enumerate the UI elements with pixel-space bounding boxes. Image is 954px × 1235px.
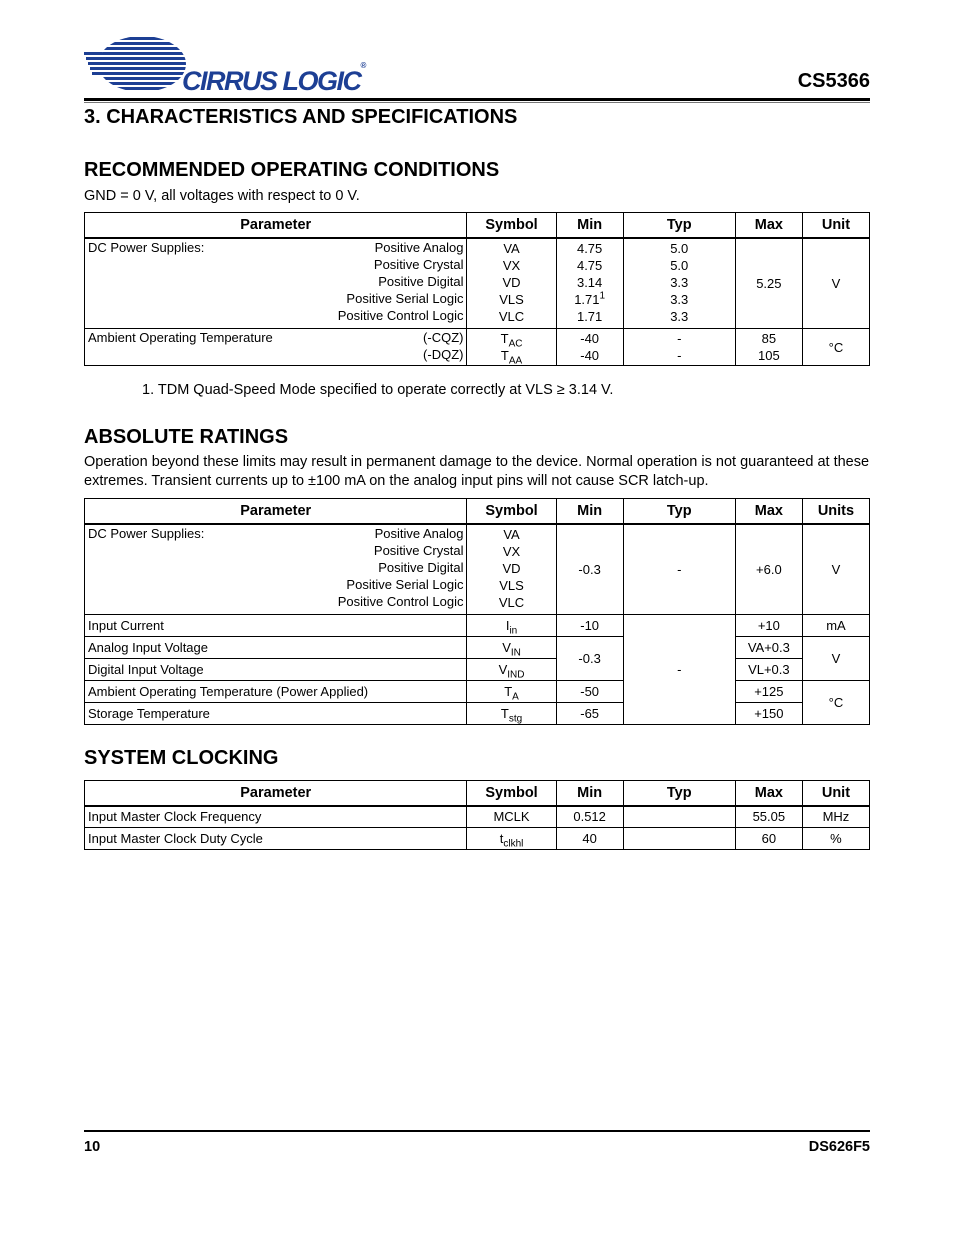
typ-value: 3.3: [670, 292, 689, 307]
symbol: VX: [502, 544, 521, 559]
symbol: VLC: [498, 595, 525, 610]
supply-name: Positive Serial Logic: [346, 291, 464, 306]
amb-temp-max: +125: [735, 681, 802, 703]
duty-cycle-typ: [623, 827, 735, 849]
col-unit: Unit: [802, 781, 869, 807]
abs-storage-row: [85, 703, 870, 725]
footnote-ref: 1: [599, 290, 606, 302]
symbol: VD: [502, 275, 521, 290]
symbol: VLC: [498, 309, 525, 324]
roc-supplies-param: [85, 238, 467, 329]
storage-temp-min: -65: [556, 703, 623, 725]
duty-cycle-unit: %: [802, 827, 869, 849]
symbol: VLS: [499, 292, 524, 307]
abs-supplies-max: +6.0: [735, 524, 802, 615]
duty-cycle-max: 60: [735, 827, 802, 849]
col-max: Max: [735, 499, 802, 525]
temp-label: Ambient Operating Temperature: [88, 330, 273, 345]
abs-title: ABSOLUTE RATINGS: [84, 426, 289, 448]
symbol: VA: [503, 527, 520, 542]
max-value: 85: [761, 331, 777, 346]
duty-cycle-label: Input Master Clock Duty Cycle: [85, 827, 467, 849]
storage-temp-max: +150: [735, 703, 802, 725]
supply-name: Positive Analog: [374, 240, 464, 255]
roc-supplies-row: [85, 238, 870, 329]
col-typ: Typ: [623, 213, 735, 239]
abs-table: [84, 498, 870, 725]
mclk-typ: [623, 806, 735, 827]
roc-temp-row: [85, 329, 870, 366]
col-min: Min: [556, 499, 623, 525]
min-value: 1.71: [576, 309, 603, 324]
typ-value: 3.3: [670, 309, 689, 324]
digital-input-symbol: $V_{IND}$: [467, 659, 556, 681]
input-current-symbol: $I_{in}$: [467, 615, 556, 637]
roc-supplies-symbols: [467, 238, 556, 329]
mclk-unit: MHz: [802, 806, 869, 827]
dc-supplies-label: DC Power Supplies:: [88, 526, 205, 541]
typ-value: -: [677, 331, 682, 346]
supply-name: Positive Digital: [378, 274, 464, 289]
temp-variant: (-CQZ): [423, 330, 464, 345]
abs-amb-temp-row: [85, 681, 870, 703]
col-unit: Unit: [802, 213, 869, 239]
header-rule-thin: [84, 102, 870, 103]
supply-name: Positive Serial Logic: [346, 577, 464, 592]
storage-temp-symbol: $T_{stg}$: [467, 703, 556, 725]
table-row: [85, 827, 870, 849]
min-value: 4.75: [576, 258, 603, 273]
col-symbol: Symbol: [467, 213, 556, 239]
abs-input-current-row: [85, 615, 870, 637]
roc-supplies-min: [556, 238, 623, 329]
min-value: 3.14: [576, 275, 603, 290]
col-units: Units: [802, 499, 869, 525]
min-value: -40: [580, 331, 600, 346]
supply-name: Positive Analog: [374, 526, 464, 541]
input-current-label: Input Current: [85, 615, 467, 637]
input-current-unit: mA: [802, 615, 869, 637]
col-parameter: Parameter: [85, 213, 467, 239]
abs-analog-input-row: [85, 637, 870, 659]
min-value: 4.75: [576, 241, 603, 256]
mclk-min: 0.512: [556, 806, 623, 827]
dc-supplies-label: DC Power Supplies:: [88, 240, 205, 255]
col-parameter: Parameter: [85, 781, 467, 807]
abs-supplies-symbols: [467, 524, 556, 615]
max-value: 105: [758, 348, 780, 363]
supply-name: Positive Digital: [378, 560, 464, 575]
analog-input-max: VA+0.3: [735, 637, 802, 659]
symbol: VLS: [499, 578, 524, 593]
symbol: VD: [502, 561, 521, 576]
symbol: VX: [502, 258, 521, 273]
clk-table: [84, 780, 870, 850]
roc-table: [84, 212, 870, 366]
typ-value: 5.0: [670, 258, 689, 273]
col-symbol: Symbol: [467, 499, 556, 525]
clk-title: SYSTEM CLOCKING: [84, 747, 279, 769]
roc-title: RECOMMENDED OPERATING CONDITIONS: [84, 159, 500, 181]
supply-name: Positive Crystal: [373, 257, 464, 272]
section-title: 3. CHARACTERISTICS AND SPECIFICATIONS: [84, 106, 518, 128]
col-max: Max: [735, 213, 802, 239]
clk-header-row: [85, 781, 870, 807]
cirrus-logic-logo: [84, 34, 367, 98]
page-number: 10: [84, 1139, 101, 1155]
storage-temp-label: Storage Temperature: [85, 703, 467, 725]
roc-temp-unit: °C: [802, 329, 869, 366]
amb-temp-label: Ambient Operating Temperature (Power Applied): [85, 681, 467, 703]
footer-rule: [84, 1130, 870, 1132]
amb-temp-min: -50: [556, 681, 623, 703]
roc-supplies-max: 5.25: [735, 238, 802, 329]
roc-temp-max: [735, 329, 802, 366]
roc-temp-min: [556, 329, 623, 366]
input-voltage-min: -0.3: [556, 637, 623, 681]
roc-supplies-unit: V: [802, 238, 869, 329]
abs-supplies-min: -0.3: [556, 524, 623, 615]
min-value: -40: [580, 348, 600, 363]
min-value-with-note: 1.71$^1$: [574, 290, 606, 307]
col-typ: Typ: [623, 781, 735, 807]
mclk-max: 55.05: [735, 806, 802, 827]
roc-footnote: 1. TDM Quad-Speed Mode specified to operate correctly at VLS ≥ 3.14 V.: [142, 382, 614, 398]
col-typ: Typ: [623, 499, 735, 525]
digital-input-label: Digital Input Voltage: [85, 659, 467, 681]
symbol: $T_{AC}$: [500, 331, 523, 350]
temp-variant: (-DQZ): [423, 347, 464, 362]
logo-globe-icon: [84, 34, 194, 98]
input-current-min: -10: [556, 615, 623, 637]
symbol: $T_{AA}$: [500, 348, 523, 367]
abs-header-row: [85, 499, 870, 525]
part-number: CS5366: [797, 70, 870, 92]
table-row: [85, 806, 870, 827]
analog-input-label: Analog Input Voltage: [85, 637, 467, 659]
typ-value: 3.3: [670, 275, 689, 290]
col-symbol: Symbol: [467, 781, 556, 807]
col-max: Max: [735, 781, 802, 807]
roc-temp-symbols: [467, 329, 556, 366]
roc-supplies-typ: [623, 238, 735, 329]
typ-value: -: [677, 348, 682, 363]
input-voltage-unit: V: [802, 637, 869, 681]
roc-header-row: [85, 213, 870, 239]
amb-temp-symbol: $T_A$: [467, 681, 556, 703]
document-id: DS626F5: [808, 1139, 870, 1155]
abs-supplies-unit: V: [802, 524, 869, 615]
mclk-freq-label: Input Master Clock Frequency: [85, 806, 467, 827]
symbol: VA: [503, 241, 520, 256]
digital-input-max: VL+0.3: [735, 659, 802, 681]
input-current-max: +10: [735, 615, 802, 637]
typ-value: 5.0: [670, 241, 689, 256]
col-min: Min: [556, 781, 623, 807]
abs-supplies-param: [85, 524, 467, 615]
supply-name: Positive Control Logic: [337, 594, 464, 609]
col-parameter: Parameter: [85, 499, 467, 525]
abs-supplies-typ: -: [623, 524, 735, 615]
supply-name: Positive Crystal: [373, 543, 464, 558]
col-min: Min: [556, 213, 623, 239]
abs-description: Operation beyond these limits may result in permanent damage to the device. Normal operation is not guaranteed at these extremes. Transient currents up to ±100 mA on the analog input pins will not cause SCR latch-up.: [84, 454, 870, 489]
roc-temp-typ: [623, 329, 735, 366]
analog-input-symbol: $V_{IN}$: [467, 637, 556, 659]
abs-mid-typ: -: [623, 615, 735, 725]
abs-temp-unit: °C: [802, 681, 869, 725]
abs-supplies-row: [85, 524, 870, 615]
roc-subtitle: GND = 0 V, all voltages with respect to 0 V.: [84, 188, 360, 204]
duty-cycle-symbol: $t_{clkhl}$: [467, 827, 556, 849]
abs-digital-input-row: [85, 659, 870, 681]
duty-cycle-min: 40: [556, 827, 623, 849]
logo-wordmark: CIRRUS LOGIC®: [182, 61, 367, 96]
roc-temp-param: [85, 329, 467, 366]
supply-name: Positive Control Logic: [337, 308, 464, 323]
header-rule: [84, 98, 870, 101]
mclk-symbol: MCLK: [467, 806, 556, 827]
